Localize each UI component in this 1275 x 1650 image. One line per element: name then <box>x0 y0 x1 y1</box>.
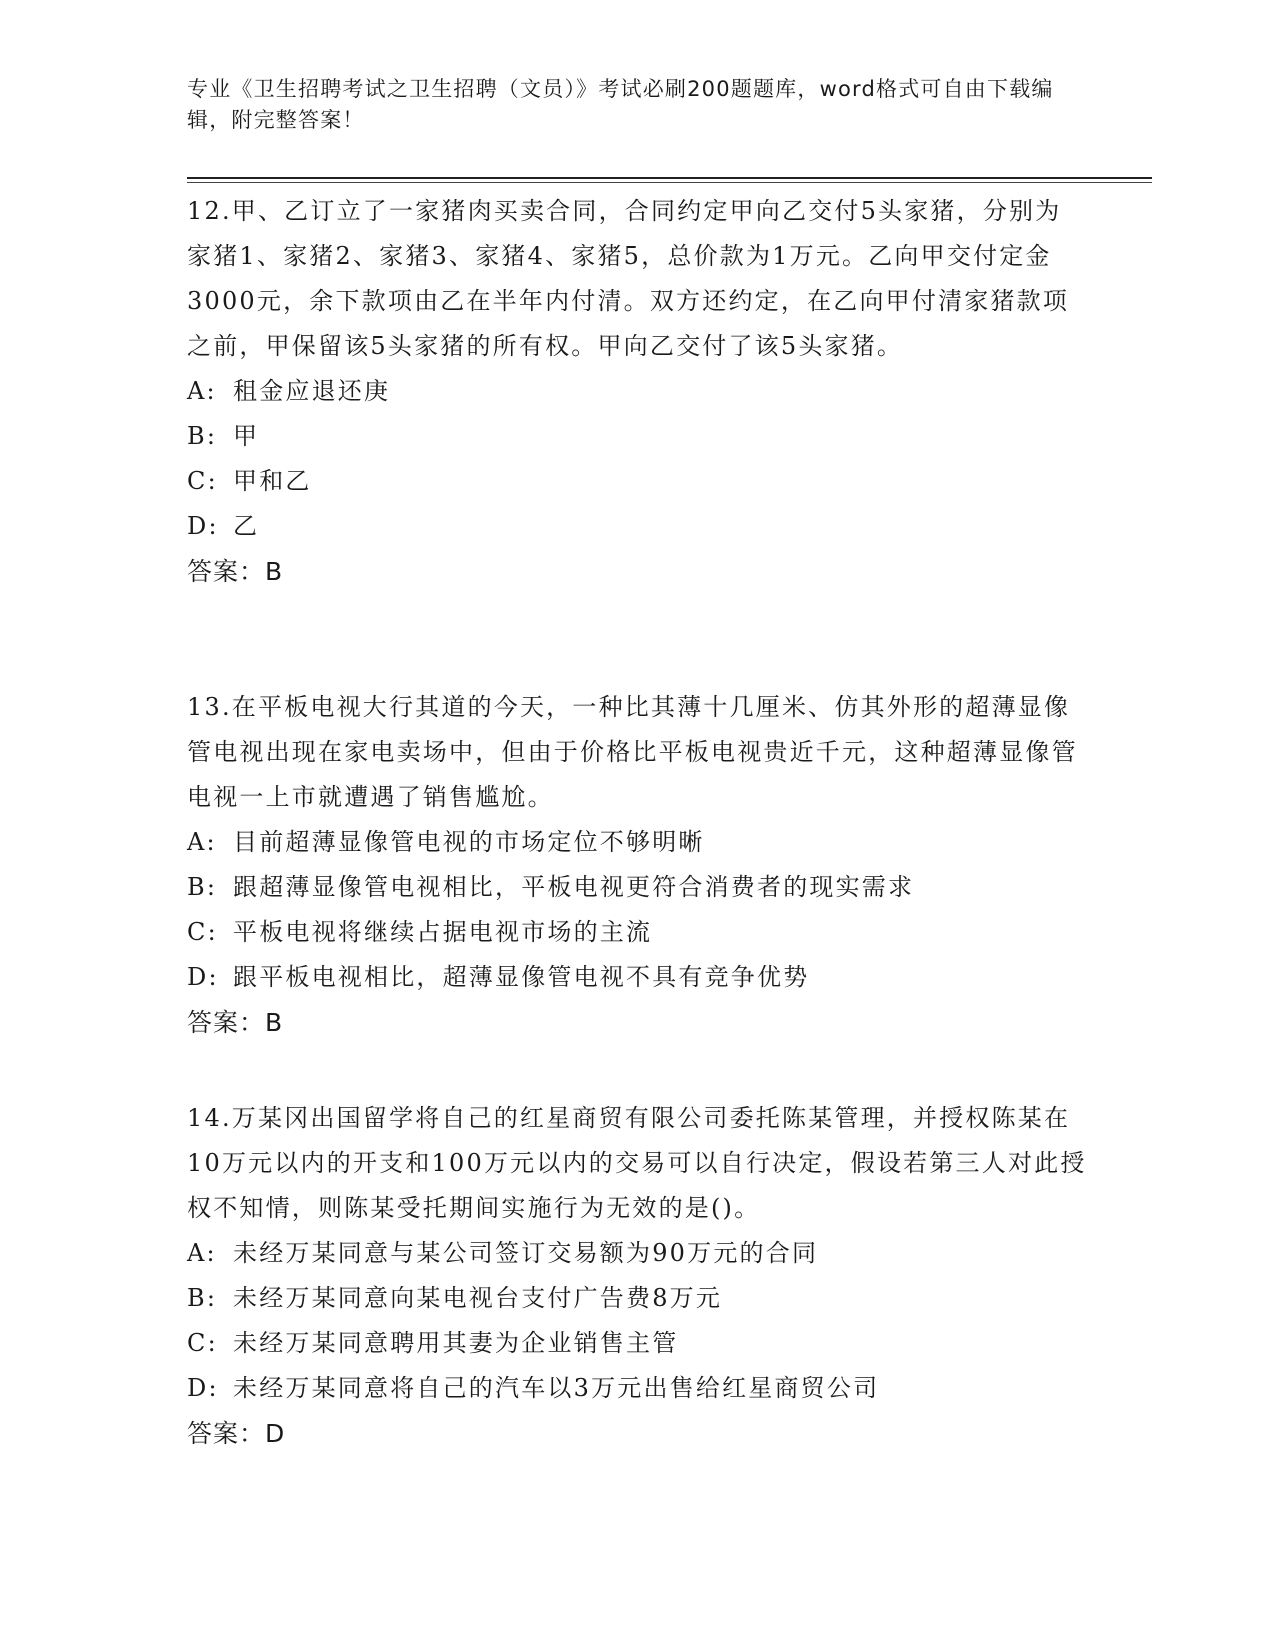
option-a <box>187 369 1087 414</box>
answer-line: 答案：D <box>187 1419 286 1448</box>
option-key: C: <box>187 1329 218 1357</box>
question-14 <box>187 1096 1087 1456</box>
option-b <box>187 1276 1087 1321</box>
option-text: 目前超薄显像管电视的市场定位不够明晰 <box>233 828 705 856</box>
answer-line: 答案：B <box>187 1008 284 1037</box>
option-d <box>187 955 1087 1000</box>
option-d <box>187 504 1087 549</box>
option-key: B: <box>187 873 218 901</box>
option-key: D: <box>187 1374 219 1402</box>
question-stem: 14.万某冈出国留学将自己的红星商贸有限公司委托陈某管理，并授权陈某在10万元以内的开支和100万元以内的交易可以自行决定，假设若第三人对此授权不知情，则陈某受托期间实施行为无效的是()。 <box>187 1104 1087 1222</box>
option-text: 甲 <box>233 422 260 450</box>
option-a <box>187 820 1087 865</box>
option-key: B: <box>187 422 218 450</box>
option-text: 跟平板电视相比，超薄显像管电视不具有竞争优势 <box>233 963 810 991</box>
option-d <box>187 1366 1087 1411</box>
option-key: D: <box>187 512 219 540</box>
option-key: C: <box>187 467 218 495</box>
option-text: 租金应退还庚 <box>233 377 391 405</box>
document-intro: 专业《卫生招聘考试之卫生招聘（文员）》考试必刷200题题库，word格式可自由下载编辑，附完整答案！ <box>187 77 1054 132</box>
header-divider-thick <box>187 177 1152 179</box>
option-key: A: <box>187 377 217 405</box>
option-c <box>187 910 1087 955</box>
answer-line: 答案：B <box>187 557 284 586</box>
option-text: 未经万某同意将自己的汽车以3万元出售给红星商贸公司 <box>233 1374 880 1402</box>
option-key: A: <box>187 1239 217 1267</box>
option-b <box>187 865 1087 910</box>
header-divider-thin <box>187 182 1152 183</box>
option-c <box>187 459 1087 504</box>
option-text: 平板电视将继续占据电视市场的主流 <box>233 918 653 946</box>
option-text: 未经万某同意与某公司签订交易额为90万元的合同 <box>233 1239 819 1267</box>
option-key: B: <box>187 1284 218 1312</box>
option-key: A: <box>187 828 217 856</box>
option-key: C: <box>187 918 218 946</box>
option-text: 未经万某同意聘用其妻为企业销售主管 <box>233 1329 679 1357</box>
question-stem: 12.甲、乙订立了一家猪肉买卖合同，合同约定甲向乙交付5头家猪，分别为家猪1、家猪2、家猪3、家猪4、家猪5，总价款为1万元。乙向甲交付定金3000元，余下款项由乙在半年内付清。双方还约定，在乙向甲付清家猪款项之前，甲保留该5头家猪的所有权。甲向乙交付了该5头家猪。 <box>187 197 1070 360</box>
option-text: 未经万某同意向某电视台支付广告费8万元 <box>233 1284 723 1312</box>
option-text: 甲和乙 <box>233 467 312 495</box>
option-a <box>187 1231 1087 1276</box>
question-12 <box>187 189 1087 594</box>
option-c <box>187 1321 1087 1366</box>
question-13 <box>187 685 1087 1045</box>
option-text: 乙 <box>233 512 260 540</box>
question-stem: 13.在平板电视大行其道的今天，一种比其薄十几厘米、仿其外形的超薄显像管电视出现在家电卖场中，但由于价格比平板电视贵近千元，这种超薄显像管电视一上市就遭遇了销售尴尬。 <box>187 693 1078 811</box>
option-text: 跟超薄显像管电视相比，平板电视更符合消费者的现实需求 <box>233 873 915 901</box>
option-key: D: <box>187 963 219 991</box>
option-b <box>187 414 1087 459</box>
